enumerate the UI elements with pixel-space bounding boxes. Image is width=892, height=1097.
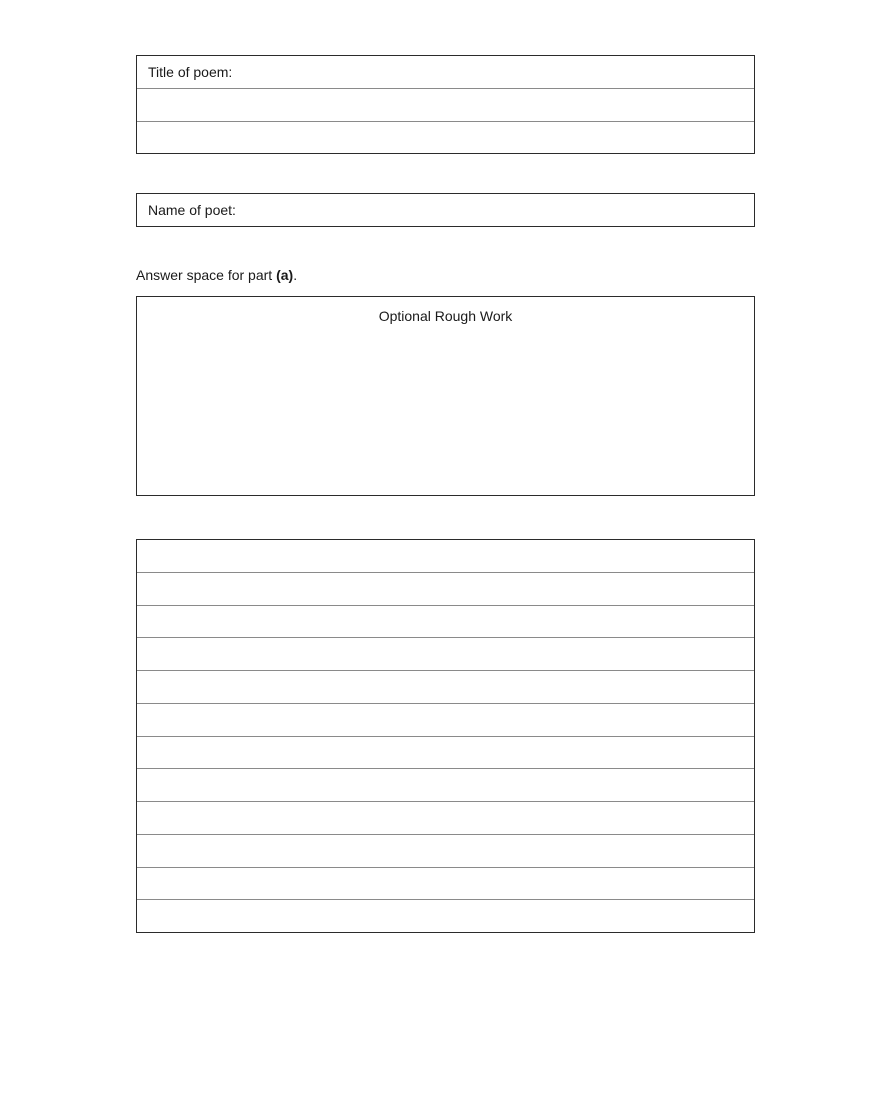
poem-title-line-1[interactable] (137, 89, 754, 122)
answer-intro-suffix: . (293, 267, 298, 283)
answer-line[interactable] (137, 737, 754, 770)
answer-line[interactable] (137, 704, 754, 737)
answer-line[interactable] (137, 868, 754, 901)
answer-line[interactable] (137, 606, 754, 639)
poem-title-box (136, 55, 755, 154)
poem-title-label: Title of poem: (148, 64, 233, 80)
answer-line[interactable] (137, 573, 754, 606)
answer-space-instruction (136, 267, 297, 283)
poem-title-line-2[interactable] (137, 122, 754, 153)
answer-line[interactable] (137, 540, 754, 573)
answer-line[interactable] (137, 769, 754, 802)
answer-lines-box (136, 539, 755, 933)
poem-title-label-row[interactable] (137, 56, 754, 89)
rough-work-heading: Optional Rough Work (378, 308, 513, 324)
rough-work-box[interactable] (136, 296, 755, 496)
answer-line[interactable] (137, 638, 754, 671)
poet-name-row[interactable] (137, 194, 754, 226)
poet-name-label: Name of poet: (148, 202, 236, 218)
answer-intro-prefix: Answer space for part (136, 267, 277, 283)
answer-line[interactable] (137, 802, 754, 835)
answer-line[interactable] (137, 900, 754, 933)
poet-name-box (136, 193, 755, 227)
answer-intro-part: (a) (276, 267, 294, 283)
answer-line[interactable] (137, 835, 754, 868)
answer-line[interactable] (137, 671, 754, 704)
